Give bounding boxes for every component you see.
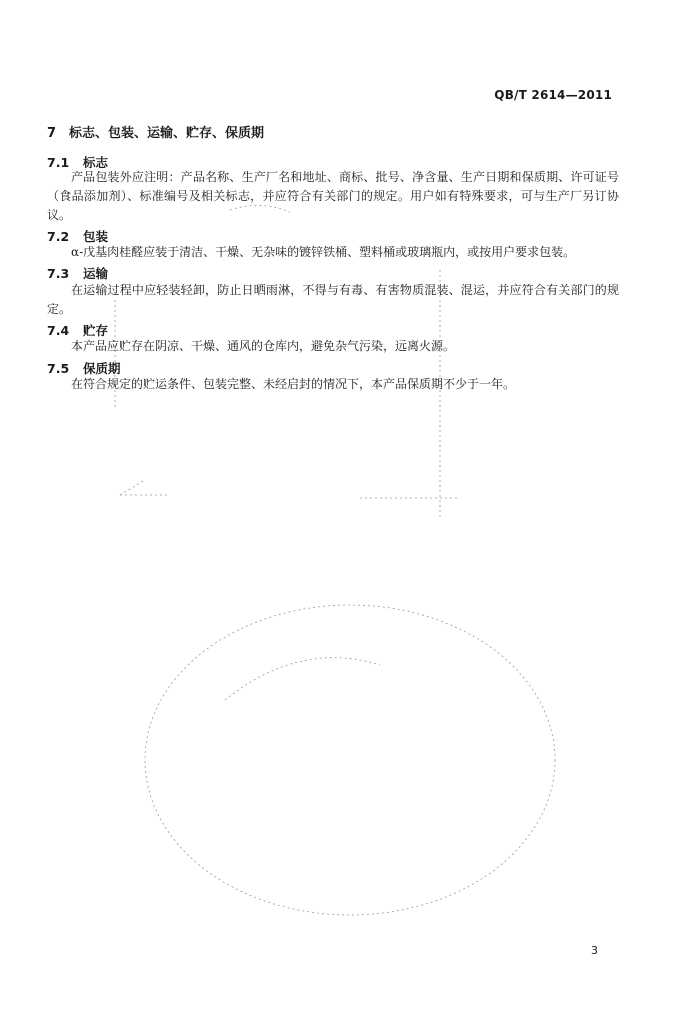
subsection-title: 包装 — [83, 229, 109, 244]
subsection-text: 在符合规定的贮运条件、包装完整、未经启封的情况下，本产品保质期不少于一年。 — [71, 377, 516, 391]
subsection-title: 贮存 — [83, 323, 109, 338]
subsection-number: 7.2 — [47, 229, 70, 244]
faint-arrow — [120, 480, 170, 495]
page-number: 3 — [591, 944, 598, 957]
subsection-number: 7.3 — [47, 266, 70, 281]
standard-code: QB/T 2614—2011 — [494, 88, 612, 102]
subsection-number: 7.1 — [47, 155, 70, 170]
subsection-number: 7.4 — [47, 323, 70, 338]
faint-seal-ring — [145, 605, 555, 915]
section-title: 标志、包装、运输、贮存、保质期 — [69, 126, 265, 141]
subsection-number: 7.5 — [47, 361, 70, 376]
subsection-text: α-戊基肉桂醛应装于清洁、干燥、无杂味的镀锌铁桶、塑料桶或玻璃瓶内，或按用户要求包装。 — [71, 245, 576, 259]
subsection-text: 产品包装外应注明：产品名称、生产厂名和地址、商标、批号、净含量、生产日期和保质期、许可证号（食品添加剂）、标准编号及相关标志，并应符合有关部门的规定。用户如有特殊要求，可与生产厂另订协议。 — [47, 170, 619, 222]
subsection-title: 标志 — [83, 155, 109, 170]
subsection-text: 在运输过程中应轻装轻卸，防止日晒雨淋，不得与有毒、有害物质混装、混运，并应符合有关部门的规定。 — [47, 283, 619, 316]
faint-arc — [225, 658, 380, 700]
section-number: 7 — [47, 126, 57, 141]
subsection-title: 保质期 — [83, 361, 121, 376]
section-heading — [47, 122, 264, 141]
subsection-text: 本产品应贮存在阴凉、干燥、通风的仓库内，避免杂气污染，远离火源。 — [71, 339, 456, 353]
subsection-title: 运输 — [83, 266, 109, 281]
subsection-heading — [47, 264, 108, 282]
